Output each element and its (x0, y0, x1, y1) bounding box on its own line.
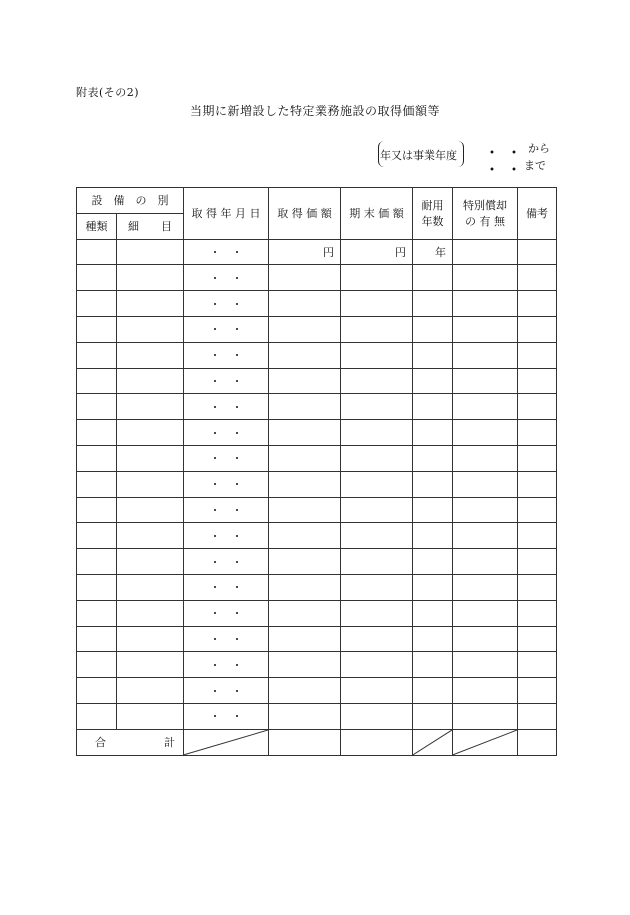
special-depreciation-cell[interactable] (453, 497, 518, 523)
special-depreciation-cell[interactable] (453, 445, 518, 471)
acquisition-price-cell[interactable] (269, 703, 341, 729)
table-row (77, 549, 557, 575)
acquisition-price-cell[interactable] (269, 316, 341, 342)
acquisition-price-cell[interactable] (269, 549, 341, 575)
table-row (77, 291, 557, 317)
useful-life-header (413, 188, 453, 240)
end-value-cell[interactable] (341, 678, 413, 704)
detail-cell[interactable] (117, 420, 184, 446)
table-row (77, 471, 557, 497)
useful-life-cell[interactable] (413, 497, 453, 523)
acquisition-price-cell[interactable] (269, 678, 341, 704)
detail-cell[interactable] (117, 368, 184, 394)
remarks-cell[interactable] (518, 316, 557, 342)
total-useful-life-cell (413, 729, 453, 755)
acquisition-date-cell[interactable]: ・ ・ (184, 652, 269, 678)
table-row (77, 703, 557, 729)
acquisition-date-cell[interactable]: ・ ・ (184, 549, 269, 575)
type-cell[interactable] (77, 652, 117, 678)
acquisition-price-cell[interactable] (269, 497, 341, 523)
page-title: 当期に新増設した特定業務施設の取得価額等 (189, 104, 440, 118)
detail-cell[interactable] (117, 471, 184, 497)
remarks-cell[interactable] (518, 368, 557, 394)
acquisition-price-cell[interactable] (269, 445, 341, 471)
special-depreciation-cell[interactable] (453, 678, 518, 704)
facility-table (76, 187, 557, 756)
appendix-label: 附表(その2) (76, 86, 140, 99)
acquisition-price-cell[interactable] (269, 342, 341, 368)
detail-cell[interactable] (117, 445, 184, 471)
detail-cell[interactable] (117, 549, 184, 575)
end-value-header: 期 末 価 額 (341, 188, 413, 240)
detail-cell[interactable] (117, 497, 184, 523)
acquisition-price-header: 取 得 価 額 (269, 188, 341, 240)
table-row (77, 239, 557, 265)
special-depreciation-cell[interactable] (453, 394, 518, 420)
useful-life-cell[interactable] (413, 445, 453, 471)
useful-life-cell[interactable] (413, 471, 453, 497)
useful-life-header-line2: 年数 (421, 215, 444, 229)
useful-life-cell[interactable] (413, 523, 453, 549)
special-depreciation-cell[interactable] (453, 342, 518, 368)
end-value-cell[interactable] (341, 626, 413, 652)
acquisition-date-cell[interactable]: ・ ・ (184, 291, 269, 317)
remarks-cell[interactable] (518, 445, 557, 471)
special-depreciation-cell[interactable] (453, 523, 518, 549)
table-row (77, 678, 557, 704)
end-value-cell[interactable] (341, 523, 413, 549)
type-cell[interactable] (77, 523, 117, 549)
type-cell[interactable] (77, 420, 117, 446)
type-cell[interactable] (77, 265, 117, 291)
detail-cell[interactable] (117, 291, 184, 317)
equipment-category-header: 設 備 の 別 (77, 188, 184, 214)
detail-cell[interactable] (117, 600, 184, 626)
total-label-left: 合 (95, 736, 106, 750)
remarks-header: 備考 (518, 188, 557, 240)
useful-life-cell[interactable] (413, 394, 453, 420)
detail-cell[interactable] (117, 394, 184, 420)
total-label-right: 計 (164, 736, 175, 750)
useful-life-cell[interactable] (413, 265, 453, 291)
acquisition-date-cell[interactable]: ・ ・ (184, 420, 269, 446)
remarks-cell[interactable] (518, 523, 557, 549)
table-row (77, 652, 557, 678)
end-value-cell[interactable] (341, 574, 413, 600)
type-cell[interactable] (77, 342, 117, 368)
end-value-cell[interactable] (341, 652, 413, 678)
end-value-cell[interactable] (341, 703, 413, 729)
special-depreciation-cell[interactable] (453, 420, 518, 446)
remarks-cell[interactable] (518, 497, 557, 523)
table-row (77, 626, 557, 652)
remarks-cell[interactable] (518, 239, 557, 265)
remarks-cell[interactable] (518, 420, 557, 446)
total-label (77, 729, 184, 755)
remarks-cell[interactable] (518, 574, 557, 600)
total-end-value-cell[interactable] (341, 729, 413, 755)
special-depreciation-cell[interactable] (453, 703, 518, 729)
acquisition-price-cell[interactable] (269, 291, 341, 317)
acquisition-date-cell[interactable]: ・ ・ (184, 368, 269, 394)
acquisition-date-cell[interactable]: ・ ・ (184, 703, 269, 729)
acquisition-price-cell[interactable] (269, 368, 341, 394)
acquisition-price-cell[interactable] (269, 471, 341, 497)
acquisition-date-cell[interactable]: ・ ・ (184, 626, 269, 652)
table-row (77, 574, 557, 600)
remarks-cell[interactable] (518, 678, 557, 704)
useful-life-cell[interactable] (413, 678, 453, 704)
type-cell[interactable] (77, 368, 117, 394)
special-depreciation-cell[interactable] (453, 626, 518, 652)
until-label: まで (524, 159, 546, 172)
from-label: から (528, 142, 550, 155)
detail-cell[interactable] (117, 626, 184, 652)
special-depreciation-cell[interactable] (453, 291, 518, 317)
total-special-depreciation-cell (453, 729, 518, 755)
acquisition-date-cell[interactable]: ・ ・ (184, 497, 269, 523)
type-cell[interactable] (77, 239, 117, 265)
special-depreciation-cell[interactable] (453, 368, 518, 394)
from-date-dot-1: ・ (484, 143, 501, 162)
type-cell[interactable] (77, 703, 117, 729)
end-value-cell[interactable] (341, 368, 413, 394)
acquisition-price-cell[interactable] (269, 523, 341, 549)
end-value-cell[interactable] (341, 600, 413, 626)
end-value-cell[interactable] (341, 394, 413, 420)
useful-life-cell[interactable] (413, 600, 453, 626)
table-row (77, 394, 557, 420)
useful-life-cell[interactable] (413, 703, 453, 729)
useful-life-cell[interactable] (413, 342, 453, 368)
detail-cell[interactable] (117, 265, 184, 291)
acquisition-price-cell[interactable] (269, 600, 341, 626)
type-cell[interactable] (77, 394, 117, 420)
useful-life-cell[interactable] (413, 420, 453, 446)
total-remarks-cell[interactable] (518, 729, 557, 755)
useful-life-cell[interactable] (413, 368, 453, 394)
useful-life-cell[interactable] (413, 549, 453, 575)
remarks-cell[interactable] (518, 703, 557, 729)
total-row (77, 729, 557, 755)
end-value-cell[interactable] (341, 420, 413, 446)
acquisition-price-cell[interactable]: 円 (269, 239, 341, 265)
acquisition-date-cell[interactable]: ・ ・ (184, 574, 269, 600)
detail-cell[interactable] (117, 239, 184, 265)
table-row (77, 316, 557, 342)
acquisition-price-cell[interactable] (269, 265, 341, 291)
acquisition-date-cell[interactable]: ・ ・ (184, 445, 269, 471)
type-header: 種類 (77, 213, 117, 239)
table-row (77, 523, 557, 549)
type-cell[interactable] (77, 291, 117, 317)
type-cell[interactable] (77, 445, 117, 471)
detail-cell[interactable] (117, 652, 184, 678)
remarks-cell[interactable] (518, 600, 557, 626)
acquisition-price-cell[interactable] (269, 652, 341, 678)
end-value-cell[interactable] (341, 342, 413, 368)
type-cell[interactable] (77, 678, 117, 704)
remarks-cell[interactable] (518, 394, 557, 420)
special-depreciation-header (453, 188, 518, 240)
acquisition-price-cell[interactable] (269, 626, 341, 652)
detail-cell[interactable] (117, 574, 184, 600)
end-value-cell[interactable] (341, 316, 413, 342)
special-depreciation-cell[interactable] (453, 265, 518, 291)
detail-cell[interactable] (117, 523, 184, 549)
remarks-cell[interactable] (518, 549, 557, 575)
table-row (77, 342, 557, 368)
table-row (77, 420, 557, 446)
special-depreciation-header-line2: の 有 無 (465, 215, 505, 229)
acquisition-date-cell[interactable]: ・ ・ (184, 394, 269, 420)
remarks-cell[interactable] (518, 471, 557, 497)
remarks-cell[interactable] (518, 626, 557, 652)
useful-life-cell[interactable] (413, 626, 453, 652)
table-row (77, 445, 557, 471)
end-value-cell[interactable] (341, 445, 413, 471)
type-cell[interactable] (77, 471, 117, 497)
type-cell[interactable] (77, 626, 117, 652)
useful-life-cell[interactable] (413, 652, 453, 678)
remarks-cell[interactable] (518, 652, 557, 678)
acquisition-date-cell[interactable]: ・ ・ (184, 678, 269, 704)
until-date-dot-2: ・ (506, 160, 523, 179)
end-value-cell[interactable] (341, 497, 413, 523)
acquisition-price-cell[interactable] (269, 394, 341, 420)
table-row (77, 600, 557, 626)
special-depreciation-cell[interactable] (453, 239, 518, 265)
useful-life-cell[interactable] (413, 291, 453, 317)
acquisition-date-cell[interactable]: ・ ・ (184, 239, 269, 265)
total-acquisition-date-cell (184, 729, 269, 755)
acquisition-date-cell[interactable]: ・ ・ (184, 600, 269, 626)
detail-cell[interactable] (117, 316, 184, 342)
table-row (77, 497, 557, 523)
acquisition-date-cell[interactable]: ・ ・ (184, 523, 269, 549)
special-depreciation-header-line1: 特別償却 (463, 199, 507, 213)
special-depreciation-cell[interactable] (453, 600, 518, 626)
special-depreciation-cell[interactable] (453, 652, 518, 678)
acquisition-price-cell[interactable] (269, 574, 341, 600)
type-cell[interactable] (77, 574, 117, 600)
total-acquisition-price-cell[interactable] (269, 729, 341, 755)
acquisition-date-cell[interactable]: ・ ・ (184, 471, 269, 497)
end-value-cell[interactable] (341, 265, 413, 291)
detail-header: 細 目 (117, 213, 184, 239)
end-value-cell[interactable] (341, 291, 413, 317)
remarks-cell[interactable] (518, 291, 557, 317)
fiscal-year-label: 年又は事業年度 (380, 149, 457, 162)
special-depreciation-cell[interactable] (453, 549, 518, 575)
end-value-cell[interactable]: 円 (341, 239, 413, 265)
remarks-cell[interactable] (518, 265, 557, 291)
special-depreciation-cell[interactable] (453, 574, 518, 600)
table-row (77, 368, 557, 394)
table-row (77, 265, 557, 291)
acquisition-date-cell[interactable]: ・ ・ (184, 265, 269, 291)
useful-life-header-line1: 耐用 (421, 199, 444, 213)
special-depreciation-cell[interactable] (453, 316, 518, 342)
detail-cell[interactable] (117, 703, 184, 729)
useful-life-cell[interactable] (413, 316, 453, 342)
type-cell[interactable] (77, 600, 117, 626)
acquisition-date-header: 取 得 年 月 日 (184, 188, 269, 240)
detail-cell[interactable] (117, 342, 184, 368)
useful-life-cell[interactable]: 年 (413, 239, 453, 265)
from-date-dot-2: ・ (506, 143, 523, 162)
type-cell[interactable] (77, 497, 117, 523)
detail-cell[interactable] (117, 678, 184, 704)
acquisition-date-cell[interactable]: ・ ・ (184, 316, 269, 342)
acquisition-date-cell[interactable]: ・ ・ (184, 342, 269, 368)
end-value-cell[interactable] (341, 549, 413, 575)
acquisition-price-cell[interactable] (269, 420, 341, 446)
useful-life-cell[interactable] (413, 574, 453, 600)
remarks-cell[interactable] (518, 342, 557, 368)
end-value-cell[interactable] (341, 471, 413, 497)
special-depreciation-cell[interactable] (453, 471, 518, 497)
until-date-dot-1: ・ (484, 160, 501, 179)
type-cell[interactable] (77, 316, 117, 342)
type-cell[interactable] (77, 549, 117, 575)
